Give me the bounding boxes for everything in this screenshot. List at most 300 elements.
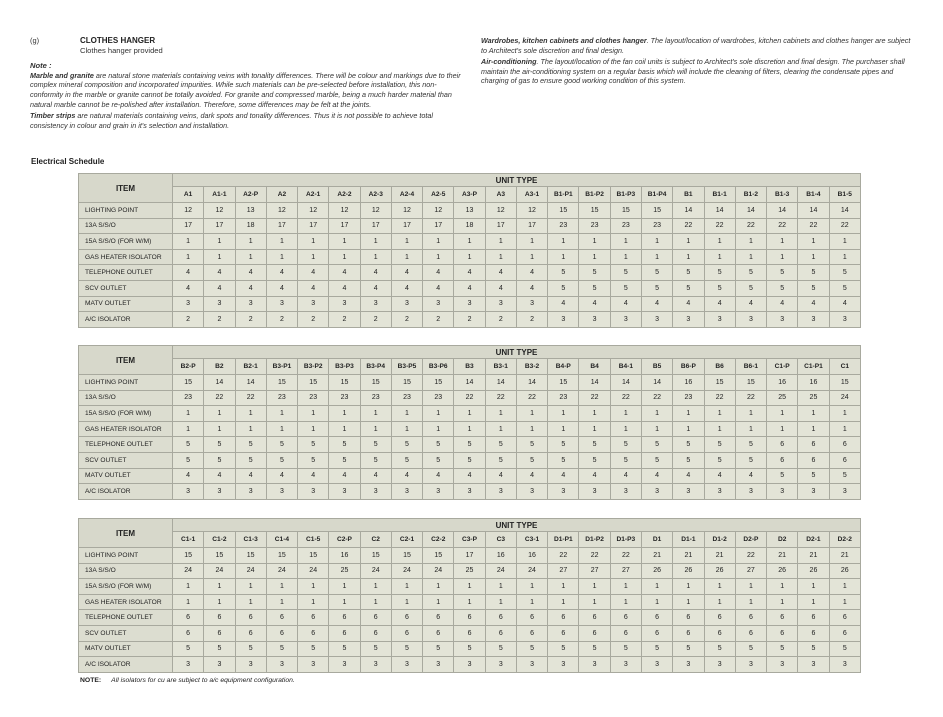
table-cell: 1: [360, 406, 391, 422]
table-cell: 26: [798, 563, 829, 579]
unit-type-label: B3-P4: [360, 359, 391, 375]
table-cell: 6: [423, 610, 454, 626]
table-cell: 23: [173, 390, 204, 406]
unit-type-label: A3-P: [454, 187, 485, 203]
table-cell: 4: [735, 296, 766, 312]
table-cell: 1: [235, 594, 266, 610]
table-cell: 24: [173, 563, 204, 579]
table-cell: 1: [360, 421, 391, 437]
table-cell: 15: [579, 203, 610, 219]
table-cell: 5: [485, 437, 516, 453]
table-cell: 5: [423, 437, 454, 453]
table-cell: 1: [735, 249, 766, 265]
table-cell: 1: [235, 579, 266, 595]
table-row: [79, 312, 861, 328]
table-row: [79, 280, 861, 296]
wardrobe-paragraph: [481, 36, 916, 55]
table-cell: 1: [548, 234, 579, 250]
timber-paragraph: [30, 111, 465, 130]
unit-type-label: A2: [266, 187, 297, 203]
table-cell: 3: [266, 296, 297, 312]
table-cell: 27: [548, 563, 579, 579]
table-cell: 6: [548, 625, 579, 641]
unit-type-label: D2-P: [735, 532, 766, 548]
table-cell: 4: [735, 468, 766, 484]
table-cell: 22: [610, 390, 641, 406]
table-cell: 5: [735, 280, 766, 296]
table-cell: 5: [329, 452, 360, 468]
table-cell: 1: [548, 406, 579, 422]
table-cell: 1: [391, 579, 422, 595]
unit-type-label: B1: [673, 187, 704, 203]
table-cell: 3: [360, 484, 391, 500]
table-cell: 1: [735, 406, 766, 422]
table-cell: 2: [391, 312, 422, 328]
unit-type-label: B5: [641, 359, 672, 375]
table-cell: 3: [516, 296, 547, 312]
table-cell: 15: [360, 375, 391, 391]
table-cell: 5: [704, 280, 735, 296]
unit-type-label: A2-5: [423, 187, 454, 203]
table-cell: 22: [673, 218, 704, 234]
table-row: [79, 657, 861, 673]
table-cell: 6: [798, 610, 829, 626]
unit-type-label: B6-P: [673, 359, 704, 375]
table-cell: 4: [485, 280, 516, 296]
table-cell: 5: [579, 437, 610, 453]
table-cell: 22: [735, 390, 766, 406]
table-cell: 6: [704, 625, 735, 641]
unit-type-label: C2-1: [391, 532, 422, 548]
table-cell: 1: [673, 249, 704, 265]
unit-header-row: [79, 532, 861, 548]
table-cell: 21: [798, 548, 829, 564]
table-cell: 15: [235, 548, 266, 564]
table-cell: 2: [516, 312, 547, 328]
table-cell: 4: [391, 468, 422, 484]
table-cell: 25: [798, 390, 829, 406]
table-cell: 22: [516, 390, 547, 406]
table-cell: 15: [610, 203, 641, 219]
table-cell: 1: [298, 249, 329, 265]
table-cell: 16: [516, 548, 547, 564]
table-cell: 1: [391, 234, 422, 250]
table-cell: 1: [204, 594, 235, 610]
table-cell: 17: [454, 548, 485, 564]
table-cell: 3: [423, 484, 454, 500]
table-cell: 5: [235, 452, 266, 468]
table-cell: 4: [673, 296, 704, 312]
table-cell: 1: [641, 406, 672, 422]
table-cell: 3: [298, 296, 329, 312]
table-cell: 16: [329, 548, 360, 564]
table-cell: 5: [235, 641, 266, 657]
table-cell: 15: [298, 548, 329, 564]
table-cell: 1: [204, 421, 235, 437]
table-cell: 1: [454, 234, 485, 250]
table-cell: 1: [204, 234, 235, 250]
table-cell: 5: [485, 452, 516, 468]
footer-note: [80, 677, 295, 684]
table-cell: 1: [391, 594, 422, 610]
item-header: ITEM: [79, 174, 173, 203]
table-cell: 5: [548, 437, 579, 453]
table-cell: 1: [329, 249, 360, 265]
table-cell: 3: [235, 296, 266, 312]
table-cell: 17: [298, 218, 329, 234]
row-label: LIGHTING POINT: [79, 375, 173, 391]
table-cell: 3: [798, 484, 829, 500]
table-cell: 5: [829, 280, 860, 296]
table-cell: 22: [704, 390, 735, 406]
unit-type-label: C3-P: [454, 532, 485, 548]
table-cell: 22: [579, 390, 610, 406]
row-label: 15A S/S/O (FOR W/M): [79, 234, 173, 250]
table-cell: 5: [767, 280, 798, 296]
table-cell: 1: [173, 406, 204, 422]
table-cell: 2: [266, 312, 297, 328]
table-cell: 6: [173, 625, 204, 641]
table-cell: 14: [235, 375, 266, 391]
table-cell: 24: [298, 563, 329, 579]
table-cell: 24: [391, 563, 422, 579]
table-cell: 1: [735, 421, 766, 437]
table-cell: 24: [360, 563, 391, 579]
table-cell: 3: [548, 484, 579, 500]
table-cell: 4: [704, 468, 735, 484]
aircon-paragraph: [481, 57, 916, 86]
table-cell: 17: [391, 218, 422, 234]
footer-note-text: All isolators for cu are subject to a/c equipment configuration.: [111, 677, 295, 684]
table-cell: 16: [673, 375, 704, 391]
table-cell: 1: [423, 249, 454, 265]
table-cell: 6: [266, 610, 297, 626]
table-cell: 5: [641, 437, 672, 453]
table-row: [79, 249, 861, 265]
table-cell: 5: [548, 280, 579, 296]
table-cell: 18: [235, 218, 266, 234]
table-cell: 12: [391, 203, 422, 219]
table-cell: 15: [735, 375, 766, 391]
table-cell: 3: [829, 312, 860, 328]
table-cell: 4: [485, 468, 516, 484]
table-cell: 17: [329, 218, 360, 234]
table-cell: 3: [516, 657, 547, 673]
table-cell: 4: [798, 296, 829, 312]
unit-type-label: B6-1: [735, 359, 766, 375]
unit-type-label: C2: [360, 532, 391, 548]
table-cell: 4: [548, 296, 579, 312]
table-cell: 3: [204, 484, 235, 500]
table-row: [79, 548, 861, 564]
table-cell: 1: [173, 594, 204, 610]
table-cell: 4: [579, 296, 610, 312]
unit-type-label: D1: [641, 532, 672, 548]
table-cell: 5: [704, 452, 735, 468]
electrical-schedule-table-1: [78, 173, 861, 328]
table-cell: 4: [298, 265, 329, 281]
table-cell: 17: [485, 218, 516, 234]
table-cell: 24: [485, 563, 516, 579]
unit-type-label: C1-P: [767, 359, 798, 375]
table-cell: 5: [579, 641, 610, 657]
table-row: [79, 218, 861, 234]
row-label: MATV OUTLET: [79, 296, 173, 312]
table-cell: 6: [641, 625, 672, 641]
table-cell: 24: [423, 563, 454, 579]
table-cell: 22: [548, 548, 579, 564]
table-cell: 1: [485, 234, 516, 250]
row-label: A/C ISOLATOR: [79, 484, 173, 500]
table-cell: 3: [485, 296, 516, 312]
table-cell: 4: [204, 468, 235, 484]
table-cell: 1: [767, 406, 798, 422]
table-cell: 1: [579, 249, 610, 265]
unit-type-label: D2: [767, 532, 798, 548]
unit-type-label: C1-4: [266, 532, 297, 548]
unit-type-label: B1-P3: [610, 187, 641, 203]
table-cell: 1: [204, 406, 235, 422]
table-cell: 6: [829, 452, 860, 468]
table-cell: 5: [610, 452, 641, 468]
table-cell: 4: [266, 280, 297, 296]
table-row: [79, 610, 861, 626]
unit-type-label: B3-P2: [298, 359, 329, 375]
table-cell: 5: [204, 437, 235, 453]
table-cell: 5: [798, 641, 829, 657]
table-cell: 1: [423, 234, 454, 250]
table-cell: 6: [391, 610, 422, 626]
table-cell: 1: [235, 406, 266, 422]
table-cell: 17: [266, 218, 297, 234]
table-cell: 3: [610, 312, 641, 328]
table-cell: 3: [329, 296, 360, 312]
table-cell: 3: [204, 296, 235, 312]
table-cell: 4: [516, 468, 547, 484]
table-cell: 1: [829, 249, 860, 265]
table-cell: 5: [548, 265, 579, 281]
table-cell: 15: [391, 375, 422, 391]
table-cell: 22: [235, 390, 266, 406]
table-cell: 3: [673, 484, 704, 500]
table-cell: 6: [798, 437, 829, 453]
table-row: [79, 625, 861, 641]
table-cell: 6: [829, 625, 860, 641]
table-cell: 1: [266, 579, 297, 595]
table-cell: 3: [829, 657, 860, 673]
table-cell: 1: [610, 579, 641, 595]
row-label: 13A S/S/O: [79, 218, 173, 234]
table-cell: 4: [423, 468, 454, 484]
unit-type-label: B1-5: [829, 187, 860, 203]
table-cell: 3: [767, 484, 798, 500]
table-cell: 5: [423, 452, 454, 468]
row-label: SCV OUTLET: [79, 625, 173, 641]
unit-type-header: UNIT TYPE: [173, 346, 861, 359]
unit-type-label: A1: [173, 187, 204, 203]
table-cell: 1: [798, 249, 829, 265]
table-cell: 1: [673, 421, 704, 437]
table-cell: 3: [423, 657, 454, 673]
table-cell: 14: [704, 203, 735, 219]
table-cell: 1: [673, 406, 704, 422]
table-cell: 6: [798, 625, 829, 641]
row-label: SCV OUTLET: [79, 452, 173, 468]
table-cell: 5: [454, 437, 485, 453]
table-cell: 6: [704, 610, 735, 626]
table-cell: 1: [454, 249, 485, 265]
table-cell: 5: [735, 437, 766, 453]
table-cell: 17: [360, 218, 391, 234]
table-cell: 14: [735, 203, 766, 219]
unit-type-label: A2-3: [360, 187, 391, 203]
table-cell: 14: [516, 375, 547, 391]
table-cell: 17: [204, 218, 235, 234]
table-cell: 4: [454, 265, 485, 281]
table-cell: 4: [360, 280, 391, 296]
table-cell: 21: [641, 548, 672, 564]
table-cell: 15: [704, 375, 735, 391]
table-cell: 14: [829, 203, 860, 219]
table-cell: 1: [360, 234, 391, 250]
unit-type-label: D2-1: [798, 532, 829, 548]
table-cell: 4: [298, 280, 329, 296]
table-cell: 1: [360, 579, 391, 595]
table-cell: 4: [329, 468, 360, 484]
table-cell: 25: [454, 563, 485, 579]
table-cell: 1: [579, 421, 610, 437]
table-cell: 15: [548, 203, 579, 219]
unit-header-row: [79, 359, 861, 375]
table-cell: 4: [298, 468, 329, 484]
table-cell: 24: [829, 390, 860, 406]
item-header: ITEM: [79, 346, 173, 375]
unit-type-label: B3-1: [485, 359, 516, 375]
table-cell: 15: [298, 375, 329, 391]
unit-type-label: B4-P: [548, 359, 579, 375]
table-cell: 23: [548, 218, 579, 234]
table-cell: 14: [673, 203, 704, 219]
table-cell: 23: [391, 390, 422, 406]
table-cell: 5: [298, 452, 329, 468]
table-cell: 1: [610, 406, 641, 422]
table-cell: 22: [735, 218, 766, 234]
table-cell: 15: [266, 548, 297, 564]
table-cell: 1: [829, 579, 860, 595]
table-cell: 3: [673, 657, 704, 673]
table-cell: 13: [235, 203, 266, 219]
table-cell: 4: [516, 265, 547, 281]
table-cell: 22: [641, 390, 672, 406]
table-cell: 1: [298, 579, 329, 595]
table-cell: 1: [266, 406, 297, 422]
table-row: [79, 484, 861, 500]
table-cell: 4: [360, 265, 391, 281]
table-cell: 1: [548, 249, 579, 265]
table-row: [79, 563, 861, 579]
table-cell: 13: [454, 203, 485, 219]
table-cell: 1: [329, 234, 360, 250]
table-cell: 3: [641, 312, 672, 328]
table-cell: 5: [266, 437, 297, 453]
table-cell: 2: [298, 312, 329, 328]
table-cell: 1: [516, 594, 547, 610]
table-cell: 14: [454, 375, 485, 391]
table-cell: 4: [235, 280, 266, 296]
wardrobe-text: . The layout/location of wardrobes, kitchen cabinets and clothes hanger are subject to Architect's sole discretion and final design.: [481, 36, 911, 55]
table-cell: 5: [579, 280, 610, 296]
table-cell: 5: [485, 641, 516, 657]
unit-type-label: C1: [829, 359, 860, 375]
table-cell: 3: [673, 312, 704, 328]
unit-type-label: B1-3: [767, 187, 798, 203]
table-cell: 6: [579, 610, 610, 626]
table-cell: 5: [235, 437, 266, 453]
table-cell: 1: [516, 579, 547, 595]
unit-type-label: A2-1: [298, 187, 329, 203]
table-cell: 1: [266, 594, 297, 610]
table-cell: 6: [391, 625, 422, 641]
table-row: [79, 437, 861, 453]
table-cell: 1: [704, 421, 735, 437]
table-cell: 5: [454, 452, 485, 468]
table-cell: 22: [798, 218, 829, 234]
table-cell: 5: [548, 452, 579, 468]
table-cell: 5: [298, 641, 329, 657]
section-subtitle: Clothes hanger provided: [80, 45, 163, 55]
table-cell: 3: [298, 657, 329, 673]
table-cell: 21: [767, 548, 798, 564]
table-cell: 14: [579, 375, 610, 391]
table-cell: 5: [704, 641, 735, 657]
table-cell: 5: [454, 641, 485, 657]
table-cell: 5: [391, 437, 422, 453]
table-cell: 22: [485, 390, 516, 406]
row-label: LIGHTING POINT: [79, 203, 173, 219]
unit-type-header: UNIT TYPE: [173, 174, 861, 187]
table-cell: 1: [610, 594, 641, 610]
table-cell: 1: [735, 579, 766, 595]
table-cell: 1: [767, 249, 798, 265]
table-cell: 1: [298, 406, 329, 422]
table-cell: 4: [391, 280, 422, 296]
table-row: [79, 468, 861, 484]
table-cell: 1: [829, 421, 860, 437]
table-row: [79, 594, 861, 610]
table-cell: 5: [641, 265, 672, 281]
row-label: LIGHTING POINT: [79, 548, 173, 564]
table-cell: 5: [829, 265, 860, 281]
unit-type-label: B3-P6: [423, 359, 454, 375]
table-cell: 22: [704, 218, 735, 234]
table-cell: 6: [548, 610, 579, 626]
table-cell: 1: [423, 406, 454, 422]
table-cell: 12: [329, 203, 360, 219]
table-cell: 1: [516, 234, 547, 250]
table-row: [79, 579, 861, 595]
marble-term: Marble and granite: [30, 70, 94, 80]
table-cell: 4: [204, 280, 235, 296]
table-cell: 4: [516, 280, 547, 296]
table-row: [79, 390, 861, 406]
table-cell: 6: [173, 610, 204, 626]
table-cell: 4: [423, 280, 454, 296]
table-cell: 1: [704, 406, 735, 422]
table-cell: 3: [266, 657, 297, 673]
table-row: [79, 296, 861, 312]
table-cell: 22: [829, 218, 860, 234]
unit-type-label: B3-P5: [391, 359, 422, 375]
